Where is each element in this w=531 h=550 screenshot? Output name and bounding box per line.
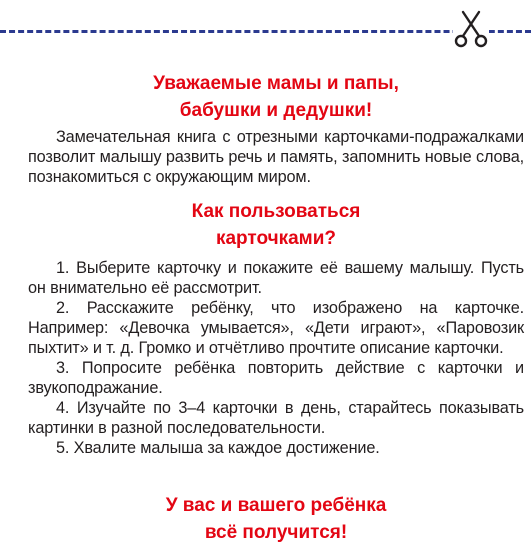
greeting-line: Уважаемые мамы и папы, — [153, 73, 399, 94]
intro-paragraph: Замечательная книга с отрезными карточками-подражалками позволит малышу развить речь и память, запомнить новые слова, познакомиться с окружающим миром. — [28, 128, 524, 186]
steps-list — [28, 258, 524, 458]
step-item: 5. Хвалите малыша за каждое достижение. — [56, 439, 380, 457]
closing-line: всё получится! — [204, 522, 348, 543]
step-item: 1. Выберите карточку и покажите её вашему малышу. Пусть он внимательно её рассмотрит. — [28, 259, 524, 297]
howto-heading — [28, 198, 524, 252]
step-item: 2. Расскажите ребёнку, что изображено на карточке. Например: «Девочка умывается», «Дети играют», «Паровозик пыхтит» и т. д. Громко и отчётливо прочтите описание карточки. — [28, 299, 524, 357]
greeting-line: бабушки и дедушки! — [179, 100, 373, 121]
howto-line: карточками? — [215, 228, 337, 249]
cut-dashed-line — [0, 30, 531, 33]
howto-line: Как пользоваться — [191, 201, 361, 222]
step-item: 3. Попросите ребёнка повторить действие с карточки и звукоподражание. — [28, 359, 524, 397]
closing-heading — [28, 492, 524, 546]
step-item: 4. Изучайте по 3–4 карточки в день, старайтесь показывать картинки в разной последовательности. — [28, 399, 524, 437]
instruction-page — [28, 70, 524, 546]
greeting-heading — [28, 70, 524, 124]
scissors-icon — [453, 8, 489, 50]
closing-line: У вас и вашего ребёнка — [165, 495, 387, 516]
